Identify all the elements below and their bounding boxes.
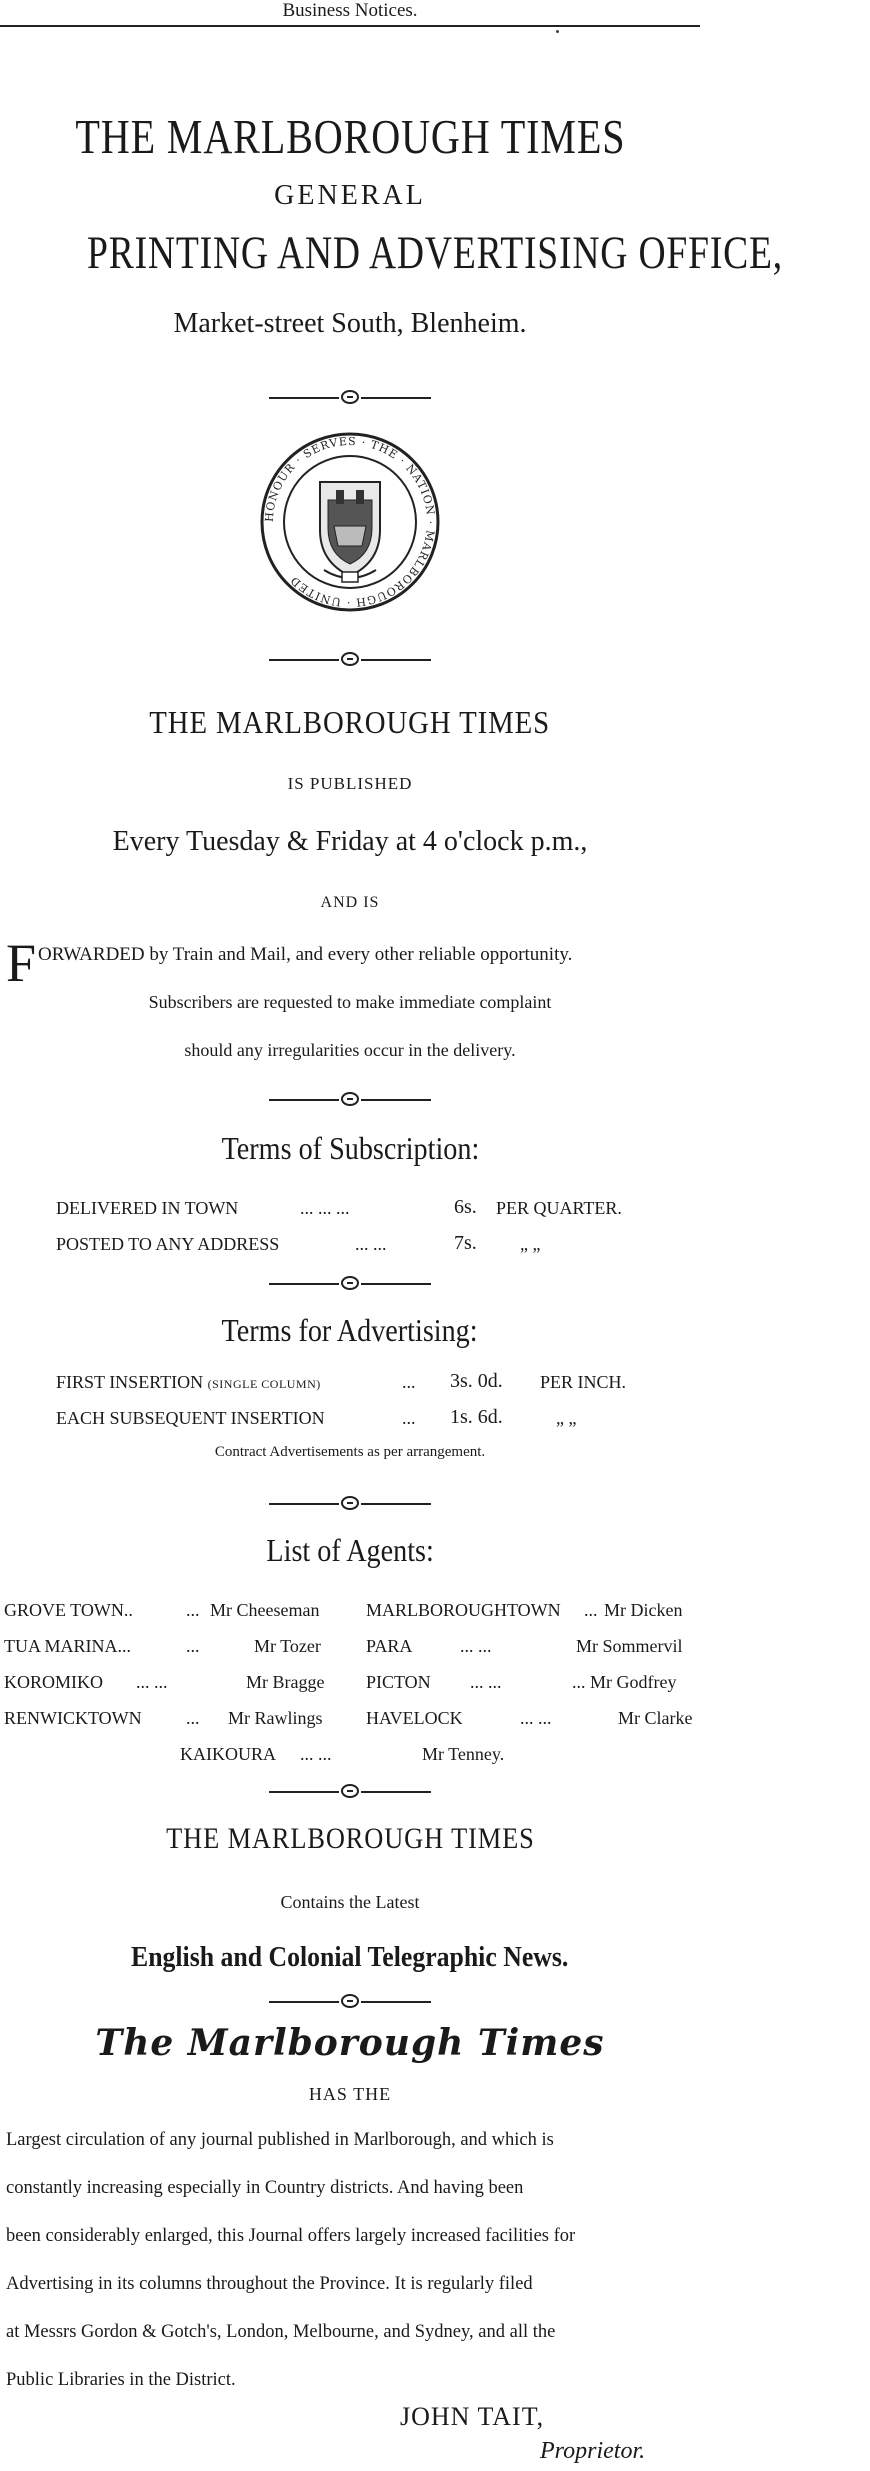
advertising-dots: ... (402, 1372, 416, 1392)
office-title: THE MARLBOROUGH TIMES (74, 109, 625, 164)
masthead-blackletter: The Marlborough Times (95, 2022, 605, 2064)
office-general: GENERAL (274, 180, 426, 211)
agent-name: Mr Tozer (254, 1636, 321, 1656)
agent-name: Mr Sommervil (576, 1636, 683, 1656)
forwarded-line: ORWARDED by Train and Mail, and every other reliable opportunity. (38, 944, 573, 965)
subscription-price: 6s. (454, 1196, 477, 1218)
agent-dots: ... (584, 1600, 598, 1620)
publication-schedule: Every Tuesday & Friday at 4 o'clock p.m., (112, 826, 588, 857)
circulation-line: Largest circulation of any journal published in Marlborough, and which is (6, 2130, 554, 2150)
agents-heading: List of Agents: (266, 1532, 434, 1568)
circulation-line: Advertising in its columns throughout the Province. It is regularly filed (6, 2274, 533, 2294)
divider-ornament (0, 1494, 700, 1514)
advertising-price: 1s. 6d. (450, 1406, 503, 1428)
agent-name: Mr Rawlings (228, 1708, 323, 1728)
agent-dots: ... ... (136, 1672, 168, 1692)
circulation-line: constantly increasing especially in Country districts. And having been (6, 2178, 524, 2198)
office-printing-line: PRINTING AND ADVERTISING OFFICE, (87, 227, 783, 279)
section-title: Business Notices. (282, 0, 418, 21)
circulation-line: at Messrs Gordon & Gotch's, London, Melbourne, and Sydney, and all the (6, 2322, 556, 2342)
agent-name: ... Mr Godfrey (572, 1672, 677, 1692)
subscription-dots: ... ... ... (300, 1198, 350, 1218)
subscription-heading: Terms of Subscription: (221, 1130, 479, 1166)
drop-cap: F (6, 933, 37, 993)
advertising-price: 3s. 0d. (450, 1370, 503, 1392)
and-is: AND IS (320, 894, 380, 911)
advertising-heading: Terms for Advertising: (221, 1312, 479, 1348)
advertising-row: FIRST INSERTION (SINGLE COLUMN) (56, 1372, 321, 1392)
agent-dots: ... ... (470, 1672, 502, 1692)
subscription-row: POSTED TO ANY ADDRESS (56, 1234, 280, 1254)
complaint-line-1: Subscribers are requested to make immediate complaint (148, 992, 552, 1012)
divider-ornament (0, 650, 700, 670)
news-contains: Contains the Latest (280, 1892, 420, 1912)
advertising-unit: „ „ (556, 1408, 577, 1428)
header-mark (556, 30, 559, 33)
agent-dots: ... ... (520, 1708, 552, 1728)
news-title: THE MARLBOROUGH TIMES (165, 1822, 535, 1855)
header-rule (0, 25, 700, 27)
advertising-row: EACH SUBSEQUENT INSERTION (56, 1408, 325, 1428)
agent-name: Mr Bragge (246, 1672, 325, 1692)
subscription-unit: PER QUARTER. (496, 1198, 622, 1218)
complaint-line-2: should any irregularities occur in the delivery. (184, 1040, 516, 1060)
circulation-line: Public Libraries in the District. (6, 2370, 236, 2390)
divider-ornament (0, 1992, 700, 2012)
divider-ornament (0, 1090, 700, 1110)
is-published: IS PUBLISHED (287, 774, 413, 793)
agent-place: PARA (366, 1636, 413, 1656)
agent-place: TUA MARINA... (4, 1636, 132, 1656)
office-address: Market-street South, Blenheim. (173, 308, 527, 339)
agent-place: PICTON (366, 1672, 431, 1692)
agent-place: GROVE TOWN.. (4, 1600, 133, 1620)
divider-ornament (0, 388, 700, 408)
advertising-unit: PER INCH. (540, 1372, 627, 1392)
subscription-price: 7s. (454, 1232, 477, 1254)
running-header (0, 0, 700, 22)
advertising-dots: ... (402, 1408, 416, 1428)
subscription-row: DELIVERED IN TOWN (56, 1198, 239, 1218)
agent-place: HAVELOCK (366, 1708, 463, 1728)
subscription-dots: ... ... (355, 1234, 387, 1254)
agent-dots: ... ... (300, 1744, 332, 1764)
agent-dots: ... (186, 1600, 200, 1620)
agent-dots: ... ... (460, 1636, 492, 1656)
agent-dots: ... (186, 1708, 200, 1728)
signature-name: JOHN TAIT, (400, 2402, 545, 2431)
contract-note: Contract Advertisements as per arrangement. (214, 1444, 486, 1460)
has-the: HAS THE (308, 2084, 392, 2104)
divider-ornament (0, 1782, 700, 1802)
agent-place: KOROMIKO (4, 1672, 103, 1692)
signature-title: Proprietor. (540, 2438, 646, 2464)
marlborough-seal (258, 430, 442, 614)
agent-name: Mr Dicken (604, 1600, 683, 1620)
agent-place: KAIKOURA (180, 1744, 276, 1764)
agent-place: MARLBOROUGHTOWN (366, 1600, 561, 1620)
publication-title: THE MARLBOROUGH TIMES (149, 704, 551, 740)
subscription-unit: „ „ (520, 1234, 541, 1254)
agent-place: RENWICKTOWN (4, 1708, 142, 1728)
svg-text:HONOUR · SERVES · THE · NATION: HONOUR · SERVES · THE · NATION · MARLBOROUGH · UNITED (262, 434, 438, 610)
circulation-line: been considerably enlarged, this Journal offers largely increased facilities for (6, 2226, 576, 2246)
agent-name: Mr Cheeseman (210, 1600, 320, 1620)
news-telegraphic: English and Colonial Telegraphic News. (131, 1942, 569, 1973)
divider-ornament (0, 1274, 700, 1294)
agent-name: Mr Tenney. (422, 1744, 505, 1764)
agent-dots: ... (186, 1636, 200, 1656)
agent-name: Mr Clarke (618, 1708, 693, 1728)
